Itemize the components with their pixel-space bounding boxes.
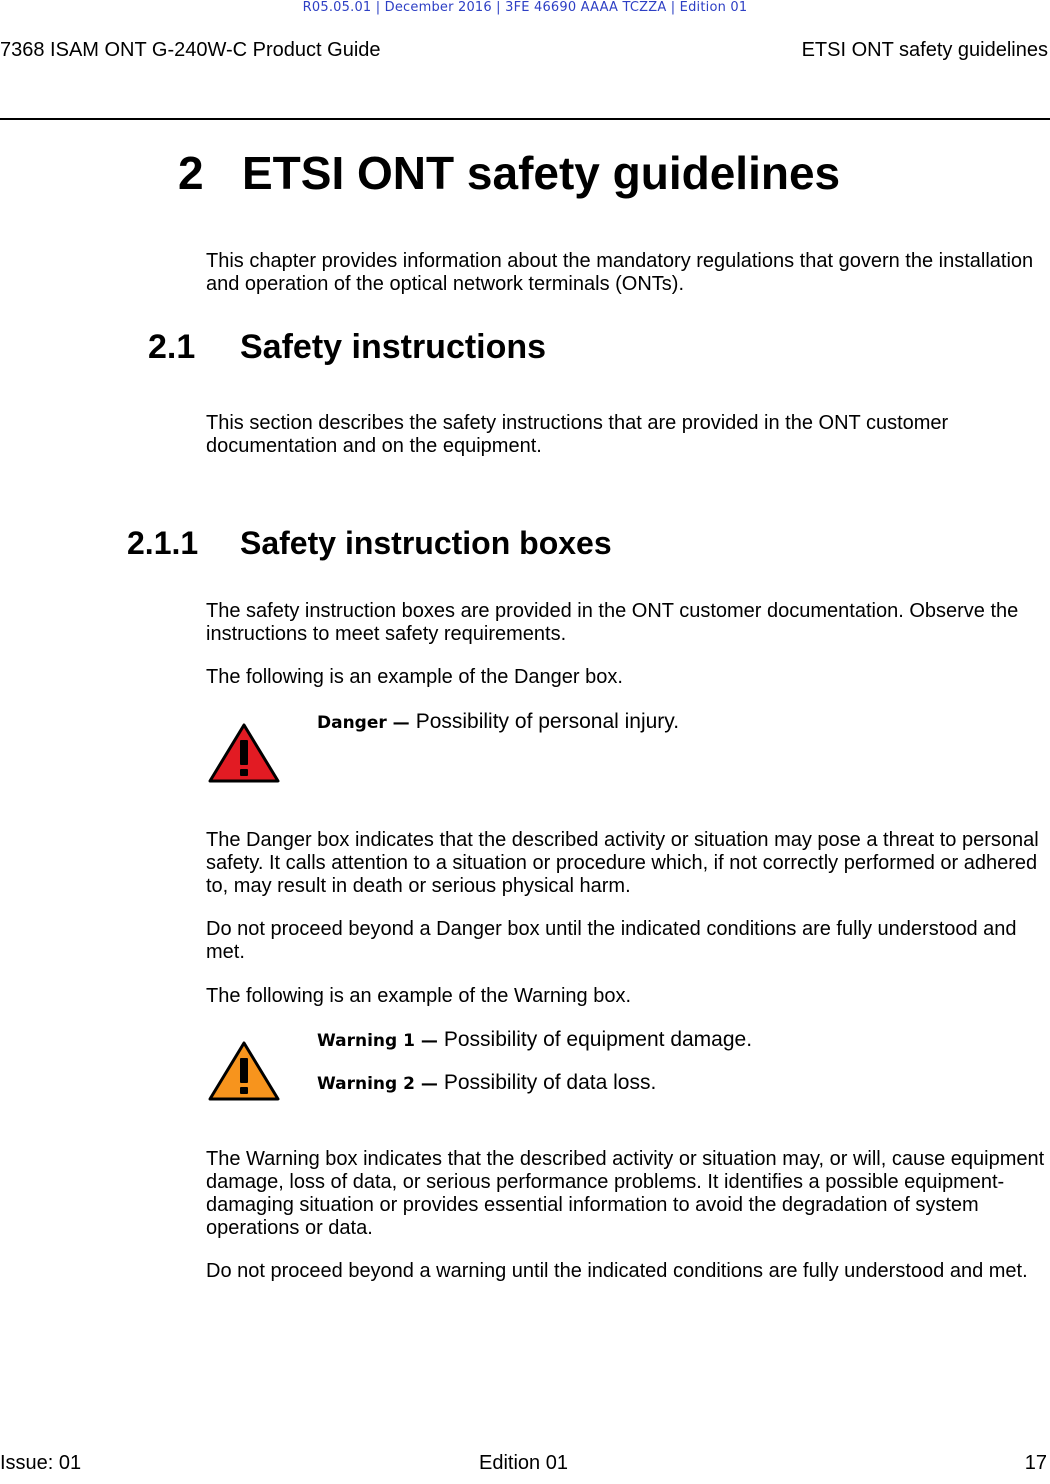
paragraph-danger-description: The Danger box indicates that the described activity or situation may pose a threat to personal safety. It calls attention to a situation or procedure which, if not correctly performed or adhered to, may result in death or serious physical harm.: [206, 829, 1039, 897]
chapter-intro: This chapter provides information about the mandatory regulations that govern the installation and operation of the optical network terminals (ONTs).: [206, 250, 1034, 295]
warning-text: Possibility of data loss.: [443, 1071, 657, 1094]
section-number: 2.1: [148, 328, 196, 366]
header-product-title: 7368 ISAM ONT G-240W-C Product Guide: [0, 39, 381, 61]
header-chapter-title: ETSI ONT safety guidelines: [801, 39, 1048, 61]
page-number: 17: [1024, 1452, 1047, 1474]
danger-triangle-icon: [208, 722, 280, 784]
warning-label: Warning 1 —: [317, 1031, 438, 1051]
paragraph-boxes-intro: The safety instruction boxes are provided in the ONT customer documentation. Observe the instructions to meet safety requirements.: [206, 600, 1019, 645]
paragraph-warning-proceed: Do not proceed beyond a warning until the indicated conditions are fully understood and met.: [206, 1260, 1028, 1282]
danger-notice: [317, 710, 679, 734]
warning-notice-2: [317, 1071, 656, 1095]
footer-edition: Edition 01: [479, 1452, 568, 1474]
chapter-number: 2: [178, 147, 204, 199]
header-divider: [0, 118, 1050, 120]
warning-text: Possibility of equipment damage.: [443, 1028, 753, 1051]
footer-issue: Issue: 01: [0, 1452, 82, 1474]
section-heading: [148, 328, 546, 367]
danger-label: Danger —: [317, 713, 410, 733]
warning-label: Warning 2 —: [317, 1074, 438, 1094]
warning-notice-1: [317, 1028, 752, 1052]
warning-triangle-icon: [208, 1040, 280, 1102]
chapter-heading: [178, 146, 840, 200]
danger-text: Possibility of personal injury.: [415, 710, 680, 733]
subsection-title: Safety instruction boxes: [240, 525, 612, 561]
document-banner: R05.05.01 | December 2016 | 3FE 46690 AAAA TCZZA | Edition 01: [302, 0, 748, 15]
subsection-heading: [127, 525, 612, 562]
paragraph-warning-example: The following is an example of the Warning box.: [206, 985, 632, 1007]
subsection-number: 2.1.1: [127, 525, 199, 561]
paragraph-danger-example: The following is an example of the Danger box.: [206, 666, 623, 688]
paragraph-warning-description: The Warning box indicates that the described activity or situation may, or will, cause equipment damage, loss of data, or serious performance problems. It identifies a possible equipment-damaging situation or provides essential information to avoid the degradation of system operations or data.: [206, 1148, 1045, 1239]
section-intro: This section describes the safety instructions that are provided in the ONT customer documentation and on the equipment.: [206, 412, 949, 457]
chapter-title: ETSI ONT safety guidelines: [242, 147, 841, 199]
paragraph-danger-proceed: Do not proceed beyond a Danger box until the indicated conditions are fully understood and met.: [206, 918, 1017, 963]
section-title: Safety instructions: [240, 328, 547, 366]
